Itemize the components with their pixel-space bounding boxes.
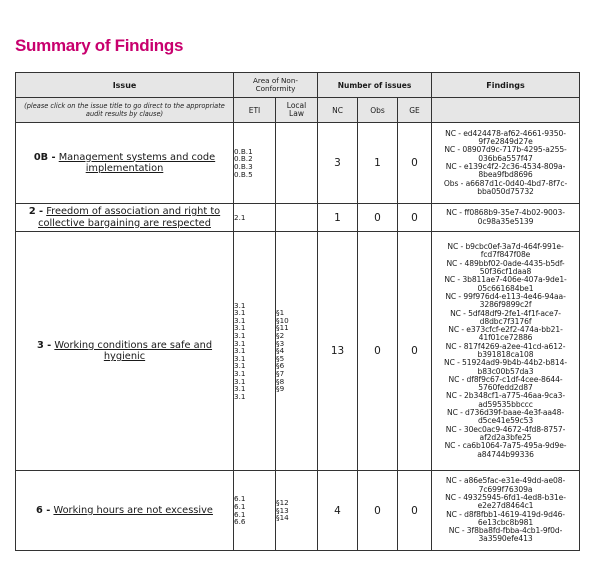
issue-note: (please click on the issue title to go direct to the appropriate audit results by clause)	[16, 98, 234, 123]
table-row	[16, 232, 580, 471]
area-header: Area of Non-Conformity	[234, 73, 318, 98]
nc-count: 3	[318, 123, 358, 204]
ge-header: GE	[398, 98, 432, 123]
ge-count: 0	[398, 123, 432, 204]
eti-codes: 2.1	[234, 204, 276, 232]
page-title: Summary of Findings	[15, 36, 184, 55]
issue-link-2[interactable]: 2 - Freedom of association and right to collective bargaining are respected	[16, 204, 234, 232]
issue-title[interactable]: Working hours are not excessive	[53, 504, 213, 516]
eti-header: ETI	[234, 98, 276, 123]
local-law-codes	[276, 204, 318, 232]
table-row	[16, 471, 580, 551]
obs-header: Obs	[358, 98, 398, 123]
number-of-issues-header: Number of issues	[318, 73, 432, 98]
issue-title[interactable]: Working conditions are safe and hygienic	[54, 339, 213, 362]
issue-link-3[interactable]: 3 - Working conditions are safe and hygienic	[16, 232, 234, 471]
table-row	[16, 123, 580, 204]
ge-count: 0	[398, 204, 432, 232]
nc-count: 1	[318, 204, 358, 232]
nc-header: NC	[318, 98, 358, 123]
ge-count: 0	[398, 471, 432, 551]
local-law-codes: §1 §10 §11 §2 §3 §4 §5 §6 §7 §8 §9	[276, 232, 318, 471]
issue-link-6[interactable]: 6 - Working hours are not excessive	[16, 471, 234, 551]
findings-list: NC - ed424478-af62-4661-9350-9f7e2849d27e NC - 08907d9c-717b-4295-a255-036b6a557f47 NC - e139c4f2-2c36-4534-809a-8bea9fbd8696 Obs - a6687d1c-0d40-4bd7-8f7c-bba050d75732	[432, 123, 580, 204]
issue-title[interactable]: Management systems and code implementation	[58, 151, 216, 174]
local-law-codes	[276, 123, 318, 204]
issue-title[interactable]: Freedom of association and right to collective bargaining are respected	[38, 206, 221, 229]
findings-list: NC - ff0868b9-35e7-4b02-9003-0c98a35e5139	[432, 204, 580, 232]
eti-codes: 0.B.1 0.B.2 0.B.3 0.B.5	[234, 123, 276, 204]
obs-count: 0	[358, 471, 398, 551]
findings-subheader	[432, 98, 580, 123]
ge-count: 0	[398, 232, 432, 471]
local-law-codes: §12 §13 §14	[276, 471, 318, 551]
findings-list: NC - a86e5fac-e31e-49dd-ae08-7c699f76309a NC - 49325945-6fd1-4ed8-b31e-e2e27d8464c1 NC - d8f8fbb1-4619-419d-9d46-6e13cbc8b981 NC - 3f8ba8fd-fbba-4cb1-9f0d-3a3590efe413	[432, 471, 580, 551]
nc-count: 13	[318, 232, 358, 471]
findings-table	[15, 72, 580, 551]
findings-list: NC - b9cbc0ef-3a7d-464f-991e-fcd7f847f08e NC - 489bbf02-0ade-4435-b5df-50f36cf1daa8 NC - 3b811ae7-406e-407a-9de1-05c661684be1 NC - 99f976d4-e113-4e46-94aa-3286f9899c2f NC - 5df48df9-2fe1-4f1f-ace7-d8dbc7f3176f NC - e373cfcf-e2f2-474a-bb21-41f01ce72886 NC - 817f4269-a2ee-41cd-a612-b391818ca108 NC - 51924ad9-9b4b-44b2-b814-b83c00b57da3 NC - df8f9c67-c1df-4cee-8644-5760fedd2d87 NC - 2b348cf1-a775-46aa-9ca3-ad59535bbccc NC - d736d39f-baae-4e3f-aa48-d5ce41e59c53 NC - 30ec0ac9-4672-4fd8-8757-af2d2a3bfe25 NC - ca6b1064-7a75-495a-9d9e-a84744b99336	[432, 232, 580, 471]
issue-link-0b[interactable]: 0B - Management systems and code implementation	[16, 123, 234, 204]
issue-header: Issue	[16, 73, 234, 98]
table-row	[16, 204, 580, 232]
nc-count: 4	[318, 471, 358, 551]
obs-count: 0	[358, 204, 398, 232]
findings-header: Findings	[432, 73, 580, 98]
local-law-header: Local Law	[276, 98, 318, 123]
obs-count: 1	[358, 123, 398, 204]
obs-count: 0	[358, 232, 398, 471]
eti-codes: 6.1 6.1 6.1 6.6	[234, 471, 276, 551]
eti-codes: 3.1 3.1 3.1 3.1 3.1 3.1 3.1 3.1 3.1 3.1 3.1 3.1 3.1	[234, 232, 276, 471]
